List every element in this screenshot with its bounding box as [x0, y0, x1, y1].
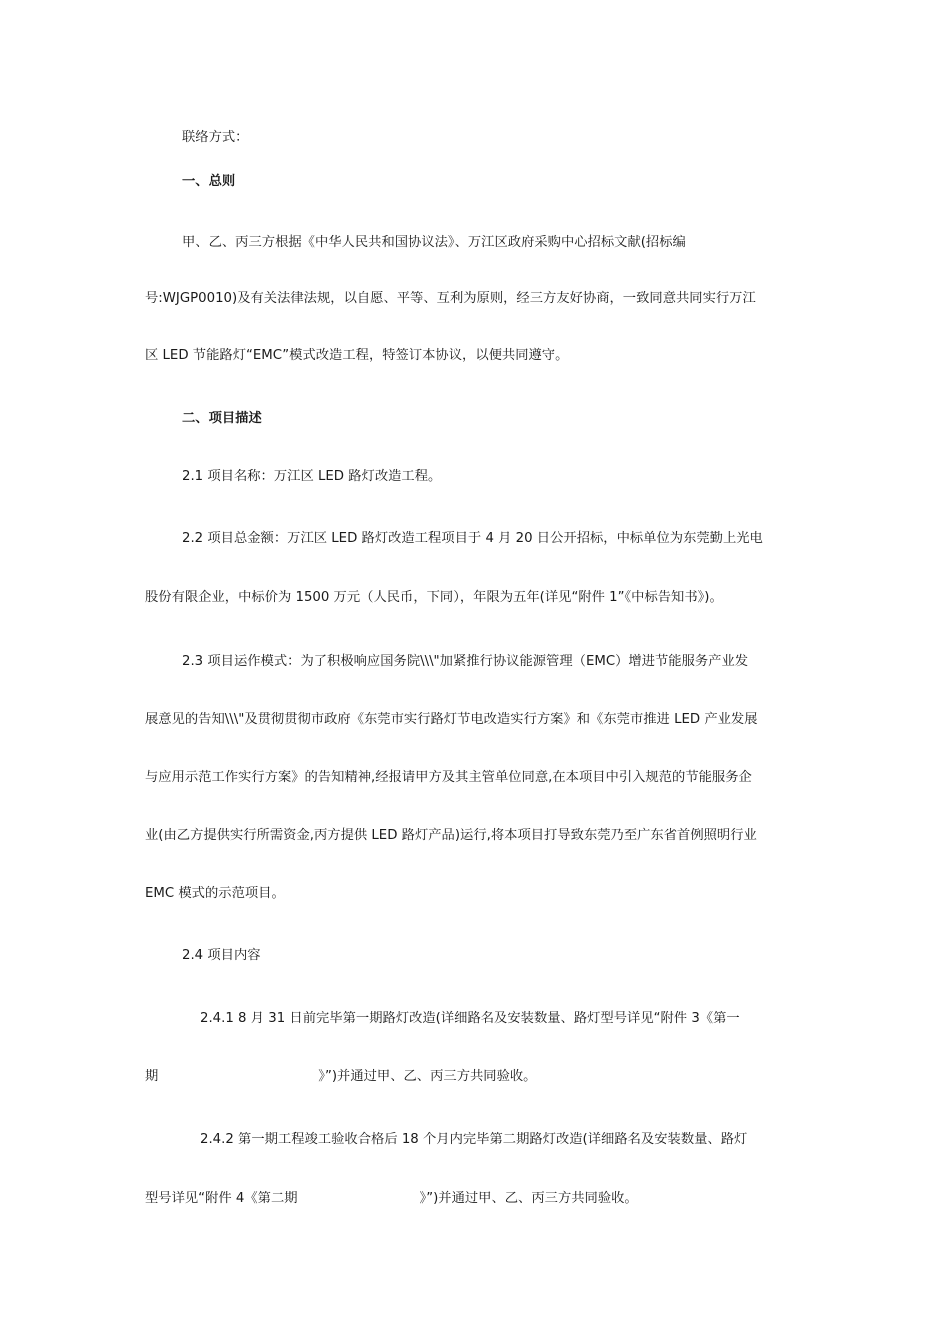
item-2-4-1-line-2-end: 》”)并通过甲、乙、丙三方共同验收。: [318, 1069, 537, 1084]
item-2-2-line-2: 股份有限企业，中标价为 1500 万元（人民币，下同），年限为五年(详见“附件 1”《中标告知书》)。: [145, 590, 723, 605]
section-1-heading: 一、总则: [182, 174, 236, 189]
item-2-4-2-line-2-end: 》”)并通过甲、乙、丙三方共同验收。: [419, 1191, 638, 1206]
item-2-3-line-2: 展意见的告知\\\"及贯彻贯彻市政府《东莞市实行路灯节电改造实行方案》和《东莞市推进 LED 产业发展: [145, 712, 758, 727]
item-2-4-2-line-2: [145, 1189, 815, 1209]
section-1-line-1: 甲、乙、丙三方根据《中华人民共和国协议法》、万江区政府采购中心招标文献(招标编: [182, 235, 686, 250]
item-2-4-2-line-2-start: 型号详见“附件 4《第二期: [145, 1191, 298, 1206]
item-2-4-1-line-1: 2.4.1 8 月 31 日前完毕第一期路灯改造(详细路名及安装数量、路灯型号详见“附件 3《第一: [200, 1011, 740, 1026]
item-2-4: 2.4 项目内容: [182, 948, 261, 963]
item-2-4-2-line-1: 2.4.2 第一期工程竣工验收合格后 18 个月内完毕第二期路灯改造(详细路名及安装数量、路灯: [200, 1132, 748, 1147]
section-1-line-3: 区 LED 节能路灯“EMC”模式改造工程，特签订本协议，以便共同遵守。: [145, 348, 569, 363]
item-2-3-line-3: 与应用示范工作实行方案》的告知精神,经报请甲方及其主管单位同意,在本项目中引入规范的节能服务企: [145, 770, 752, 785]
contact-line: 联络方式：: [182, 130, 249, 145]
item-2-2-line-1: 2.2 项目总金额：万江区 LED 路灯改造工程项目于 4 月 20 日公开招标，中标单位为东莞勤上光电: [182, 531, 763, 546]
item-2-3-line-4: 业(由乙方提供实行所需资金,丙方提供 LED 路灯产品)运行,将本项目打导致东莞乃至广东省首例照明行业: [145, 828, 757, 843]
item-2-3-line-5: EMC 模式的示范项目。: [145, 886, 285, 901]
item-2-4-1-line-2-start: 期: [145, 1069, 159, 1084]
item-2-3-line-1: 2.3 项目运作模式：为了积极响应国务院\\\"加紧推行协议能源管理（EMC）增进节能服务产业发: [182, 654, 749, 669]
item-2-1: 2.1 项目名称：万江区 LED 路灯改造工程。: [182, 469, 442, 484]
item-2-4-1-line-2: [145, 1067, 815, 1087]
section-2-heading: 二、项目描述: [182, 411, 262, 426]
section-1-line-2: 号:WJGP0010)及有关法律法规，以自愿、平等、互利为原则，经三方友好协商，一致同意共同实行万江: [145, 291, 756, 306]
